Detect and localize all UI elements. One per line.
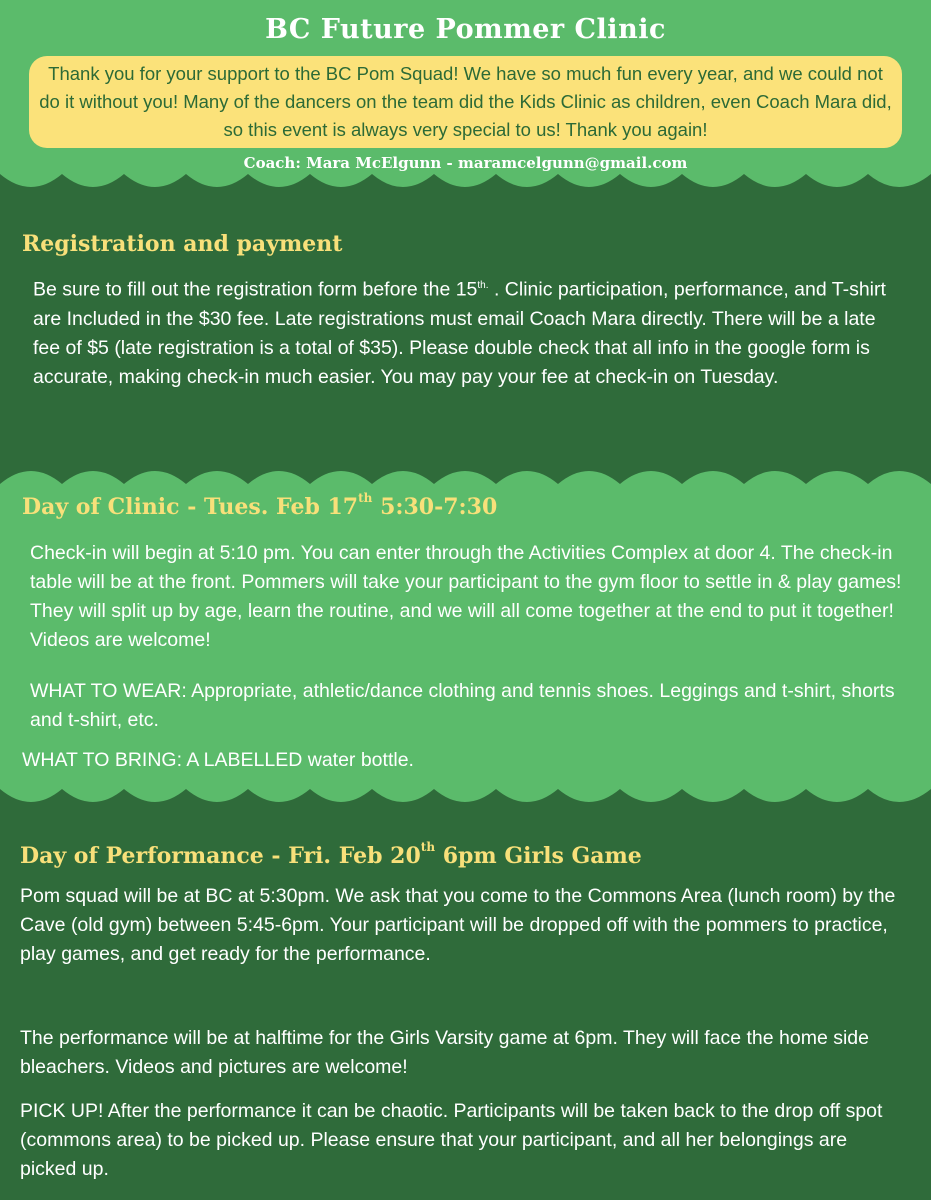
registration-text-start: Be sure to fill out the registration form before the 15 [33, 278, 478, 301]
performance-heading-superscript: th [420, 839, 436, 854]
scallop-top-1 [0, 170, 931, 196]
coach-contact: Coach: Mara McElgunn - maramcelgunn@gmail.com [243, 154, 688, 172]
thank-you-note: Thank you for your support to the BC Pom Squad! We have so much fun every year, and we could not do it without you! Many of the dancers on the team did the Kids Clinic as children, even Coach Mara did, so this event is always very special to us! Thank you again! [29, 56, 902, 148]
clinic-heading-superscript: th [358, 490, 373, 505]
performance-halftime-text: The performance will be at halftime for the Girls Varsity game at 6pm. They will face the home side bleachers. Videos and pictures are welcome! [20, 1027, 869, 1078]
registration-heading: Registration and payment [22, 231, 343, 257]
clinic-checkin-text: Check-in will begin at 5:10 pm. You can enter through the Activities Complex at door 4. The check-in table will be at the front. Pommers will take your participant to the gym floor to settle in & play games! They will split up by age, learn the routine, and we will all come together at the end to put it together! Videos are welcome! [30, 542, 902, 651]
registration-superscript: th. [477, 280, 489, 291]
performance-heading-time: 6pm Girls Game [435, 843, 642, 869]
page-title: BC Future Pommer Clinic [265, 14, 666, 45]
scallop-bottom-1 [0, 462, 931, 488]
clinic-heading-time: 5:30-7:30 [372, 494, 498, 520]
registration-text-rest: . Clinic participation, performance, and T-shirt are Included in the $30 fee. Late registrations must email Coach Mara directly. There will be a late fee of $5 (late registration is a total of $35). Please double check that all info in the google form is accurate, making check-in much easier. You may pay your fee at check-in on Tuesday. [33, 278, 886, 388]
performance-dropoff-text: Pom squad will be at BC at 5:30pm. We ask that you come to the Commons Area (lunch room) by the Cave (old gym) between 5:45-6pm. Your participant will be dropped off with the pommers to practice, play games, and get ready for the performance. [20, 885, 896, 965]
performance-heading [20, 839, 642, 869]
scallop-top-2 [0, 785, 931, 811]
performance-pickup-text: PICK UP! After the performance it can be chaotic. Participants will be taken back to the drop off spot (commons area) to be picked up. Please ensure that your participant, and all her belongings are picked up. [20, 1100, 883, 1180]
clinic-heading-text: Day of Clinic - Tues. Feb 17 [22, 494, 359, 520]
performance-heading-text: Day of Performance - Fri. Feb 20 [20, 843, 421, 869]
clinic-heading [22, 490, 498, 520]
registration-text [33, 271, 903, 392]
clinic-what-to-wear: WHAT TO WEAR: Appropriate, athletic/dance clothing and tennis shoes. Leggings and t-shirt, shorts and t-shirt, etc. [30, 680, 895, 731]
clinic-what-to-bring: WHAT TO BRING: A LABELLED water bottle. [22, 749, 414, 771]
